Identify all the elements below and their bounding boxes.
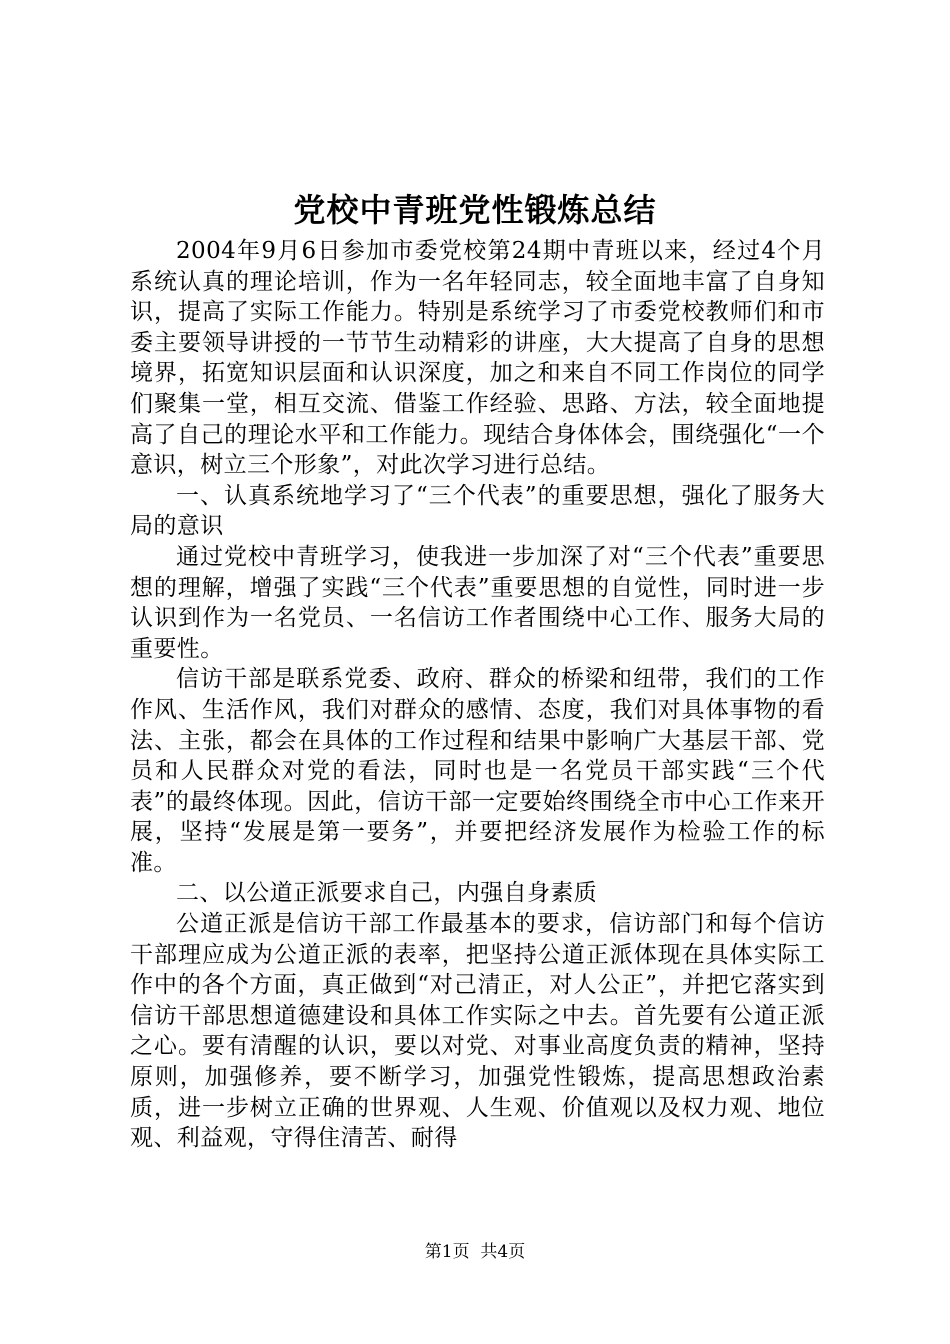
page-number: 第1页 <box>424 1242 470 1262</box>
paragraph-section-2a: 公道正派是信访干部工作最基本的要求，信访部门和每个信访干部理应成为公道正派的表率，把坚持公道正派体现在具体实际工作中的各个方面，真正做到“对己清正，对人公正”，并把它落实到信访干部思想道德建设和具体工作实际之中去。首先要有公道正派之心。要有清醒的认识，要以对党、对事业高度负责的精神，坚持原则，加强修养，要不断学习，加强党性锻炼，提高思想政治素质，进一步树立正确的世界观、人生观、价值观以及权力观、地位观、利益观，守得住清苦、耐得 <box>130 911 825 1152</box>
paragraph-section-1a: 通过党校中青班学习，使我进一步加深了对“三个代表”重要思想的理解，增强了实践“三个代表”重要思想的自觉性，同时进一步认识到作为一名党员、一名信访工作者围绕中心工作、服务大局的重要性。 <box>130 543 825 662</box>
page-total: 共4页 <box>480 1242 526 1262</box>
section-heading-2: 二、以公道正派要求自己，内强自身素质 <box>176 880 598 907</box>
page-footer <box>0 1240 950 1264</box>
document-body <box>130 236 825 1154</box>
section-heading-1: 一、认真系统地学习了“三个代表”的重要思想，强化了服务大局的意识 <box>130 482 825 540</box>
paragraph-intro: 2004年9月6日参加市委党校第24期中青班以来，经过4个月系统认真的理论培训，作为一名年轻同志，较全面地丰富了自身知识，提高了实际工作能力。特别是系统学习了市委党校教师们和市委主要领导讲授的一节节生动精彩的讲座，大大提高了自身的思想境界，拓宽知识层面和认识深度，加之和来自不同工作岗位的同学们聚集一堂，相互交流、借鉴工作经验、思路、方法，较全面地提高了自己的理论水平和工作能力。现结合身体体会，围绕强化“一个意识，树立三个形象”，对此次学习进行总结。 <box>130 238 825 479</box>
document-title: 党校中青班党性锻炼总结 <box>293 191 657 229</box>
paragraph-section-1b: 信访干部是联系党委、政府、群众的桥梁和纽带，我们的工作作风、生活作风，我们对群众的感情、态度，我们对具体事物的看法、主张，都会在具体的工作过程和结果中影响广大基层干部、党员和人民群众对党的看法，同时也是一名党员干部实践“三个代表”的最终体现。因此，信访干部一定要始终围绕全市中心工作来开展，坚持“发展是第一要务”，并要把经济发展作为检验工作的标准。 <box>130 666 825 876</box>
